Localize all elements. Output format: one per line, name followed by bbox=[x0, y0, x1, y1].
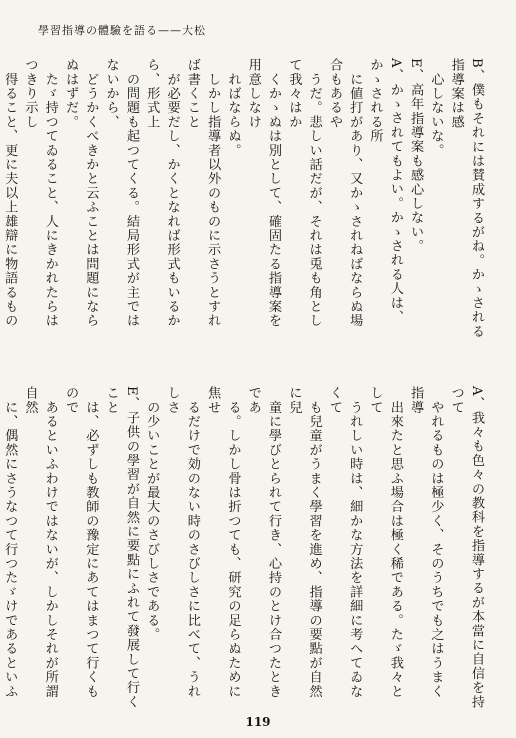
page-number: 119 bbox=[245, 715, 271, 729]
text-line: の少いことが最大のさびしさである。 bbox=[144, 386, 160, 642]
text-line: しかし指導者以外のものに示さうとすれば書くこと bbox=[184, 58, 221, 328]
text-line: E、子供の學習が自然に要點にふれて發展して行くこと bbox=[103, 386, 139, 710]
text-line: あるといふわけではないが、しかしそれが所謂自然 bbox=[22, 386, 58, 699]
text-line: A、かゝされてもよい。かゝされる人は、かゝされる所 bbox=[367, 58, 403, 325]
text-line: うだ。悲しい話だが、それは兎も角として我々はか bbox=[286, 58, 322, 328]
text-line: も兒童がうまく學習を進め、指導の要點が自然に兒 bbox=[286, 386, 322, 699]
text-line: 得ること、更に夫以上雄辯に物語るもの bbox=[2, 72, 18, 328]
text-line: るだけで効のない時のさびしさに比べて、うれしさ bbox=[164, 386, 200, 699]
text-line: やれるものは極少く、そのうちでも之はうまく指導 bbox=[408, 386, 444, 699]
text-line: が必要だし、かくとなれば形式もいるから、形式上 bbox=[144, 58, 180, 328]
text-line: る。しかし骨は折つても、研究の足らぬために焦せ bbox=[205, 386, 241, 699]
upper-text-column bbox=[0, 58, 486, 340]
text-line: 出來たと思ふ場合は極く稀である。たゞ我々として bbox=[367, 386, 403, 699]
text-line: に、偶然にさうなつて行つたゞけであるといふ bbox=[2, 400, 18, 699]
text-line: E、高年指導案も感心しない。 bbox=[408, 58, 424, 254]
text-line: うれしい時は、細かな方法を詳細に考へてゐなくて bbox=[326, 386, 363, 699]
text-line: ればならぬ。 bbox=[225, 58, 241, 158]
text-line: たゞ持つてゐること、人にきかれたらはつきり示し bbox=[22, 58, 58, 328]
text-line: は、必ずしも教師の豫定にあてはまつて行くもので bbox=[63, 386, 99, 699]
text-line: A、我々も色々の教科を指導するが本當に自信を持つて bbox=[448, 386, 484, 709]
text-line: に値打があり、又かゝされねばならぬ場合もあるや bbox=[326, 58, 363, 328]
text-line: くかゝぬは別として、確固たる指導案を用意しなけ bbox=[245, 58, 282, 328]
text-line: B、僕もそれには賛成するがね。かゝされる指導案は感 bbox=[448, 58, 484, 339]
text-line: どうかくべきかと云ふことは問題にならぬはずだ。 bbox=[63, 58, 99, 328]
running-header: 學習指導の體驗を語る——大松 bbox=[38, 24, 206, 37]
text-line: 童に學びとられて行き、心持のとけ合つたときであ bbox=[245, 386, 282, 699]
lower-text-column bbox=[0, 386, 486, 710]
text-line: の問題も起つてくる。結局形式が主ではないから、 bbox=[103, 58, 139, 328]
text-line: 心しないな。 bbox=[428, 58, 444, 158]
